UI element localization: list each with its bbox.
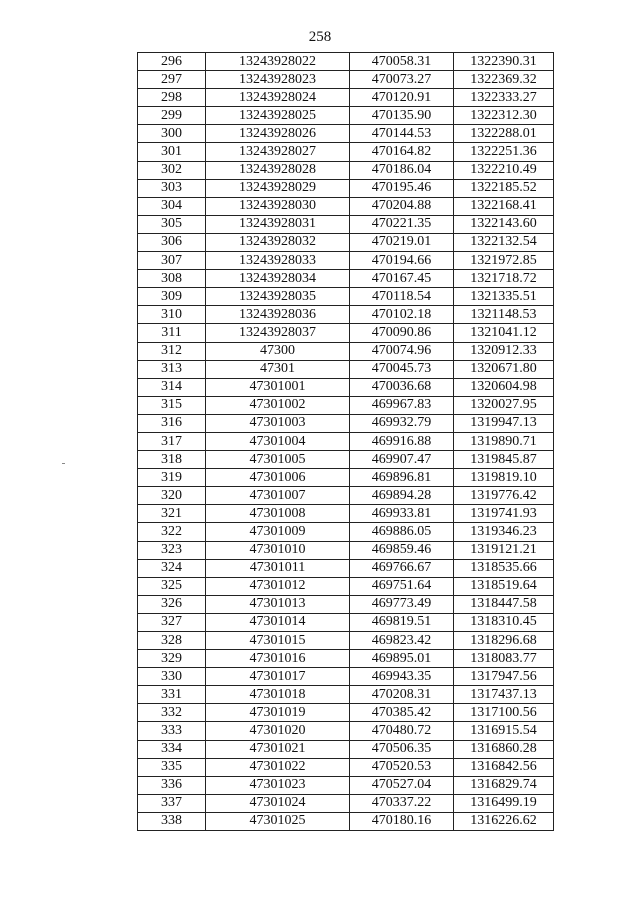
coordinates-table — [137, 52, 554, 831]
point-id-cell: 47301007 — [206, 487, 350, 505]
point-id-cell: 47301003 — [206, 414, 350, 432]
point-id-cell: 13243928022 — [206, 53, 350, 71]
table-row — [138, 487, 554, 505]
point-id-cell: 47301024 — [206, 794, 350, 812]
table-row — [138, 89, 554, 107]
x-coordinate-cell: 470527.04 — [350, 776, 454, 794]
row-index-cell: 304 — [138, 197, 206, 215]
y-coordinate-cell: 1316226.62 — [454, 812, 554, 830]
point-id-cell: 13243928034 — [206, 270, 350, 288]
y-coordinate-cell: 1319890.71 — [454, 432, 554, 450]
row-index-cell: 328 — [138, 632, 206, 650]
table-row — [138, 613, 554, 631]
y-coordinate-cell: 1322168.41 — [454, 197, 554, 215]
y-coordinate-cell: 1316499.19 — [454, 794, 554, 812]
x-coordinate-cell: 470045.73 — [350, 360, 454, 378]
y-coordinate-cell: 1322369.32 — [454, 71, 554, 89]
x-coordinate-cell: 469896.81 — [350, 469, 454, 487]
table-row — [138, 179, 554, 197]
y-coordinate-cell: 1317947.56 — [454, 668, 554, 686]
x-coordinate-cell: 470221.35 — [350, 215, 454, 233]
y-coordinate-cell: 1317437.13 — [454, 686, 554, 704]
x-coordinate-cell: 469859.46 — [350, 541, 454, 559]
table-row — [138, 270, 554, 288]
point-id-cell: 47301025 — [206, 812, 350, 830]
x-coordinate-cell: 470385.42 — [350, 704, 454, 722]
table-row — [138, 306, 554, 324]
y-coordinate-cell: 1322333.27 — [454, 89, 554, 107]
x-coordinate-cell: 469933.81 — [350, 505, 454, 523]
x-coordinate-cell: 469751.64 — [350, 577, 454, 595]
table-row — [138, 414, 554, 432]
x-coordinate-cell: 469766.67 — [350, 559, 454, 577]
y-coordinate-cell: 1319121.21 — [454, 541, 554, 559]
point-id-cell: 13243928029 — [206, 179, 350, 197]
table-row — [138, 252, 554, 270]
x-coordinate-cell: 470036.68 — [350, 378, 454, 396]
point-id-cell: 13243928027 — [206, 143, 350, 161]
row-index-cell: 330 — [138, 668, 206, 686]
y-coordinate-cell: 1320912.33 — [454, 342, 554, 360]
x-coordinate-cell: 470195.46 — [350, 179, 454, 197]
point-id-cell: 47301019 — [206, 704, 350, 722]
row-index-cell: 334 — [138, 740, 206, 758]
y-coordinate-cell: 1316829.74 — [454, 776, 554, 794]
point-id-cell: 47301013 — [206, 595, 350, 613]
y-coordinate-cell: 1320604.98 — [454, 378, 554, 396]
point-id-cell: 47301008 — [206, 505, 350, 523]
row-index-cell: 321 — [138, 505, 206, 523]
y-coordinate-cell: 1321041.12 — [454, 324, 554, 342]
y-coordinate-cell: 1322251.36 — [454, 143, 554, 161]
x-coordinate-cell: 469823.42 — [350, 632, 454, 650]
x-coordinate-cell: 470480.72 — [350, 722, 454, 740]
table-row — [138, 740, 554, 758]
row-index-cell: 316 — [138, 414, 206, 432]
row-index-cell: 322 — [138, 523, 206, 541]
y-coordinate-cell: 1316842.56 — [454, 758, 554, 776]
scan-speck — [62, 463, 65, 464]
row-index-cell: 326 — [138, 595, 206, 613]
table-row — [138, 595, 554, 613]
table-row — [138, 523, 554, 541]
coordinates-table-body — [138, 53, 554, 831]
x-coordinate-cell: 470164.82 — [350, 143, 454, 161]
y-coordinate-cell: 1318310.45 — [454, 613, 554, 631]
point-id-cell: 47301017 — [206, 668, 350, 686]
table-row — [138, 776, 554, 794]
x-coordinate-cell: 470102.18 — [350, 306, 454, 324]
x-coordinate-cell: 469907.47 — [350, 451, 454, 469]
row-index-cell: 298 — [138, 89, 206, 107]
point-id-cell: 47301022 — [206, 758, 350, 776]
y-coordinate-cell: 1322210.49 — [454, 161, 554, 179]
x-coordinate-cell: 470219.01 — [350, 233, 454, 251]
table-row — [138, 758, 554, 776]
row-index-cell: 317 — [138, 432, 206, 450]
x-coordinate-cell: 470120.91 — [350, 89, 454, 107]
row-index-cell: 310 — [138, 306, 206, 324]
y-coordinate-cell: 1316860.28 — [454, 740, 554, 758]
point-id-cell: 47301023 — [206, 776, 350, 794]
point-id-cell: 13243928025 — [206, 107, 350, 125]
point-id-cell: 47301005 — [206, 451, 350, 469]
point-id-cell: 47301016 — [206, 650, 350, 668]
point-id-cell: 13243928031 — [206, 215, 350, 233]
point-id-cell: 47300 — [206, 342, 350, 360]
table-row — [138, 668, 554, 686]
point-id-cell: 47301012 — [206, 577, 350, 595]
x-coordinate-cell: 470074.96 — [350, 342, 454, 360]
y-coordinate-cell: 1317100.56 — [454, 704, 554, 722]
x-coordinate-cell: 469932.79 — [350, 414, 454, 432]
point-id-cell: 47301011 — [206, 559, 350, 577]
x-coordinate-cell: 470167.45 — [350, 270, 454, 288]
point-id-cell: 47301021 — [206, 740, 350, 758]
row-index-cell: 308 — [138, 270, 206, 288]
y-coordinate-cell: 1322288.01 — [454, 125, 554, 143]
x-coordinate-cell: 470520.53 — [350, 758, 454, 776]
row-index-cell: 335 — [138, 758, 206, 776]
y-coordinate-cell: 1319776.42 — [454, 487, 554, 505]
point-id-cell: 47301004 — [206, 432, 350, 450]
y-coordinate-cell: 1318083.77 — [454, 650, 554, 668]
x-coordinate-cell: 470090.86 — [350, 324, 454, 342]
row-index-cell: 324 — [138, 559, 206, 577]
point-id-cell: 47301015 — [206, 632, 350, 650]
row-index-cell: 319 — [138, 469, 206, 487]
x-coordinate-cell: 470186.04 — [350, 161, 454, 179]
row-index-cell: 331 — [138, 686, 206, 704]
table-row — [138, 233, 554, 251]
table-row — [138, 161, 554, 179]
row-index-cell: 338 — [138, 812, 206, 830]
x-coordinate-cell: 469895.01 — [350, 650, 454, 668]
y-coordinate-cell: 1319947.13 — [454, 414, 554, 432]
point-id-cell: 47301 — [206, 360, 350, 378]
table-row — [138, 432, 554, 450]
table-row — [138, 686, 554, 704]
x-coordinate-cell: 470058.31 — [350, 53, 454, 71]
x-coordinate-cell: 469967.83 — [350, 396, 454, 414]
table-row — [138, 794, 554, 812]
x-coordinate-cell: 469886.05 — [350, 523, 454, 541]
y-coordinate-cell: 1318447.58 — [454, 595, 554, 613]
x-coordinate-cell: 470204.88 — [350, 197, 454, 215]
y-coordinate-cell: 1321972.85 — [454, 252, 554, 270]
point-id-cell: 47301014 — [206, 613, 350, 631]
point-id-cell: 13243928033 — [206, 252, 350, 270]
table-row — [138, 396, 554, 414]
row-index-cell: 320 — [138, 487, 206, 505]
row-index-cell: 318 — [138, 451, 206, 469]
table-row — [138, 288, 554, 306]
row-index-cell: 337 — [138, 794, 206, 812]
y-coordinate-cell: 1320671.80 — [454, 360, 554, 378]
table-row — [138, 451, 554, 469]
x-coordinate-cell: 469943.35 — [350, 668, 454, 686]
row-index-cell: 303 — [138, 179, 206, 197]
row-index-cell: 296 — [138, 53, 206, 71]
table-row — [138, 378, 554, 396]
page-number: 258 — [308, 29, 332, 45]
y-coordinate-cell: 1316915.54 — [454, 722, 554, 740]
x-coordinate-cell: 469916.88 — [350, 432, 454, 450]
table-row — [138, 812, 554, 830]
table-row — [138, 71, 554, 89]
table-row — [138, 704, 554, 722]
row-index-cell: 312 — [138, 342, 206, 360]
table-row — [138, 541, 554, 559]
table-row — [138, 722, 554, 740]
x-coordinate-cell: 470337.22 — [350, 794, 454, 812]
row-index-cell: 307 — [138, 252, 206, 270]
row-index-cell: 333 — [138, 722, 206, 740]
point-id-cell: 13243928030 — [206, 197, 350, 215]
y-coordinate-cell: 1319819.10 — [454, 469, 554, 487]
x-coordinate-cell: 469819.51 — [350, 613, 454, 631]
row-index-cell: 315 — [138, 396, 206, 414]
y-coordinate-cell: 1321718.72 — [454, 270, 554, 288]
table-row — [138, 53, 554, 71]
row-index-cell: 297 — [138, 71, 206, 89]
table-row — [138, 650, 554, 668]
x-coordinate-cell: 469773.49 — [350, 595, 454, 613]
row-index-cell: 313 — [138, 360, 206, 378]
y-coordinate-cell: 1321148.53 — [454, 306, 554, 324]
point-id-cell: 13243928026 — [206, 125, 350, 143]
y-coordinate-cell: 1319741.93 — [454, 505, 554, 523]
x-coordinate-cell: 470506.35 — [350, 740, 454, 758]
table-row — [138, 125, 554, 143]
table-row — [138, 143, 554, 161]
point-id-cell: 47301001 — [206, 378, 350, 396]
point-id-cell: 13243928024 — [206, 89, 350, 107]
y-coordinate-cell: 1318535.66 — [454, 559, 554, 577]
row-index-cell: 314 — [138, 378, 206, 396]
x-coordinate-cell: 470180.16 — [350, 812, 454, 830]
y-coordinate-cell: 1322143.60 — [454, 215, 554, 233]
point-id-cell: 47301010 — [206, 541, 350, 559]
x-coordinate-cell: 470144.53 — [350, 125, 454, 143]
point-id-cell: 13243928036 — [206, 306, 350, 324]
point-id-cell: 47301020 — [206, 722, 350, 740]
x-coordinate-cell: 470135.90 — [350, 107, 454, 125]
point-id-cell: 47301018 — [206, 686, 350, 704]
row-index-cell: 301 — [138, 143, 206, 161]
table-row — [138, 469, 554, 487]
point-id-cell: 13243928023 — [206, 71, 350, 89]
y-coordinate-cell: 1322390.31 — [454, 53, 554, 71]
row-index-cell: 311 — [138, 324, 206, 342]
row-index-cell: 306 — [138, 233, 206, 251]
row-index-cell: 332 — [138, 704, 206, 722]
row-index-cell: 299 — [138, 107, 206, 125]
y-coordinate-cell: 1320027.95 — [454, 396, 554, 414]
row-index-cell: 325 — [138, 577, 206, 595]
point-id-cell: 13243928037 — [206, 324, 350, 342]
row-index-cell: 323 — [138, 541, 206, 559]
y-coordinate-cell: 1322185.52 — [454, 179, 554, 197]
x-coordinate-cell: 470208.31 — [350, 686, 454, 704]
y-coordinate-cell: 1319845.87 — [454, 451, 554, 469]
point-id-cell: 47301006 — [206, 469, 350, 487]
row-index-cell: 309 — [138, 288, 206, 306]
x-coordinate-cell: 470073.27 — [350, 71, 454, 89]
table-row — [138, 215, 554, 233]
point-id-cell: 47301002 — [206, 396, 350, 414]
row-index-cell: 300 — [138, 125, 206, 143]
point-id-cell: 47301009 — [206, 523, 350, 541]
row-index-cell: 302 — [138, 161, 206, 179]
y-coordinate-cell: 1322132.54 — [454, 233, 554, 251]
y-coordinate-cell: 1321335.51 — [454, 288, 554, 306]
table-row — [138, 559, 554, 577]
row-index-cell: 305 — [138, 215, 206, 233]
y-coordinate-cell: 1318519.64 — [454, 577, 554, 595]
point-id-cell: 13243928028 — [206, 161, 350, 179]
table-row — [138, 577, 554, 595]
table-row — [138, 197, 554, 215]
row-index-cell: 336 — [138, 776, 206, 794]
table-row — [138, 342, 554, 360]
x-coordinate-cell: 470194.66 — [350, 252, 454, 270]
y-coordinate-cell: 1318296.68 — [454, 632, 554, 650]
table-row — [138, 360, 554, 378]
x-coordinate-cell: 470118.54 — [350, 288, 454, 306]
row-index-cell: 327 — [138, 613, 206, 631]
table-row — [138, 324, 554, 342]
x-coordinate-cell: 469894.28 — [350, 487, 454, 505]
y-coordinate-cell: 1322312.30 — [454, 107, 554, 125]
point-id-cell: 13243928032 — [206, 233, 350, 251]
point-id-cell: 13243928035 — [206, 288, 350, 306]
table-row — [138, 107, 554, 125]
y-coordinate-cell: 1319346.23 — [454, 523, 554, 541]
table-row — [138, 505, 554, 523]
row-index-cell: 329 — [138, 650, 206, 668]
table-row — [138, 632, 554, 650]
